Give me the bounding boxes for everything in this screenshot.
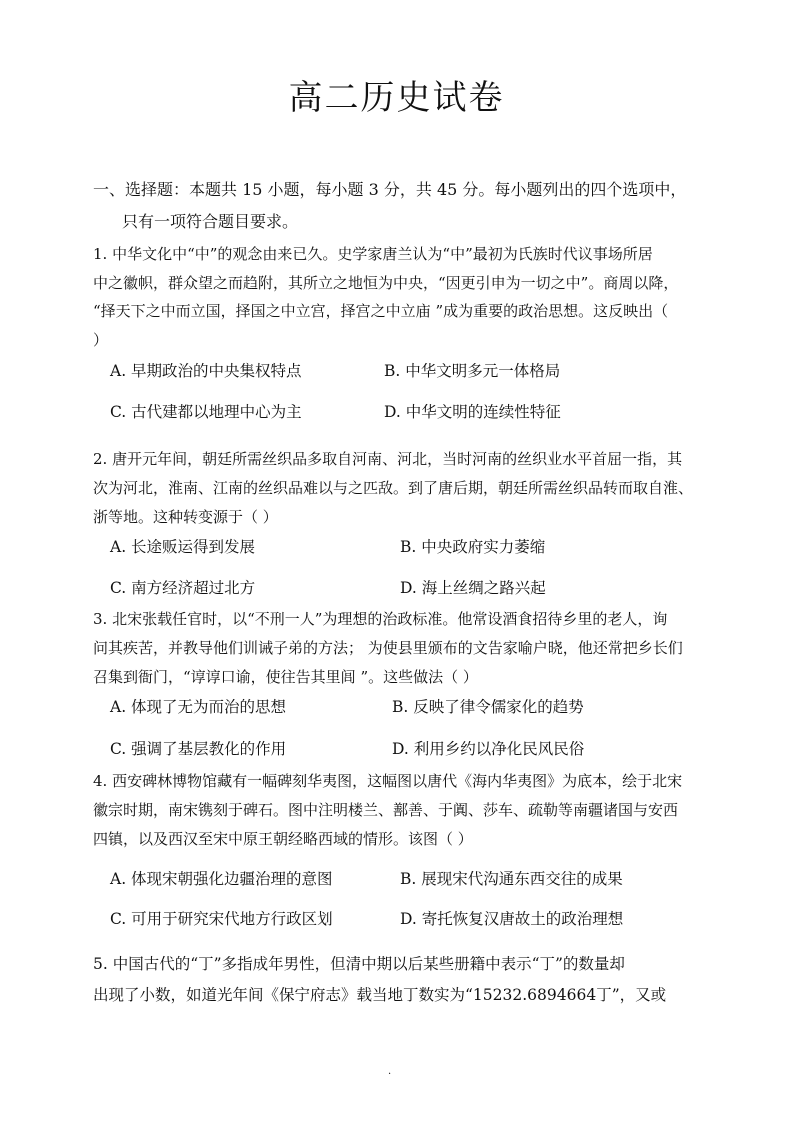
question-3-line-1: 3. 北宋张载任官时，以“不刑一人”为理想的治政标准。他常设酒食招待乡里的老人，询 [93, 610, 668, 628]
question-4-option-d[interactable]: D. 寄托恢复汉唐故土的政治理想 [400, 910, 624, 928]
question-1-option-a[interactable]: A. 早期政治的中央集权特点 [110, 362, 302, 380]
question-3-option-c[interactable]: C. 强调了基层教化的作用 [110, 740, 287, 758]
question-1-line-1: 1. 中华文化中“中”的观念由来已久。史学家唐兰认为“中”最初为氏族时代议事场所居 [93, 245, 653, 263]
question-4-option-b[interactable]: B. 展现宋代沟通东西交往的成果 [400, 870, 623, 888]
question-3-option-a[interactable]: A. 体现了无为而治的思想 [110, 698, 287, 716]
question-4-line-3: 四镇，以及西汉至宋中原王朝经略西域的情形。该图（ ） [93, 830, 473, 848]
question-1-line-3: “择天下之中而立国，择国之中立宫，择宫之中立庙 ”成为重要的政治思想。这反映出（ [93, 302, 669, 320]
page-title: 高二历史试卷 [288, 78, 505, 118]
question-3-option-d[interactable]: D. 利用乡约以净化民风民俗 [392, 740, 585, 758]
question-1-option-c[interactable]: C. 古代建都以地理中心为主 [110, 403, 302, 421]
question-1-option-d[interactable]: D. 中华文明的连续性特征 [384, 403, 561, 421]
question-2-line-2: 次为河北，淮南、江南的丝织品难以与之匹敌。到了唐后期，朝廷所需丝织品转而取自淮、 [93, 479, 694, 497]
question-2-line-1: 2. 唐开元年间，朝廷所需丝织品多取自河南、河北，当时河南的丝织业水平首屈一指，其 [93, 450, 683, 468]
question-5-line-2: 出现了小数，如道光年间《保宁府志》载当地丁数实为“15232.6894664丁”，又或 [93, 986, 667, 1004]
question-3-line-3: 召集到衙门，“谆谆口谕，使往告其里闾 ”。这些做法（ ） [93, 668, 478, 686]
question-2-option-b[interactable]: B. 中央政府实力萎缩 [400, 538, 546, 556]
question-1-line-4: ） [93, 331, 109, 349]
question-3-line-2: 问其疾苦，并教导他们训诫子弟的方法； 为使县里颁布的文告家喻户晓，他还常把乡长们 [93, 639, 683, 657]
footer-mark: . [388, 1066, 392, 1077]
question-2-option-c[interactable]: C. 南方经济超过北方 [110, 579, 256, 597]
question-5-line-1: 5. 中国古代的“丁”多指成年男性，但清中期以后某些册籍中表示“丁”的数量却 [93, 955, 625, 973]
question-1-line-2: 中之徽帜，群众望之而趋附，其所立之地恒为中央，“因更引申为一切之中”。商周以降， [93, 274, 679, 292]
question-4-option-c[interactable]: C. 可用于研究宋代地方行政区划 [110, 910, 333, 928]
question-4-line-2: 徽宗时期，南宋镌刻于碑石。图中注明楼兰、鄯善、于阗、莎车、疏勒等南疆诸国与安西 [93, 801, 679, 819]
question-1-option-b[interactable]: B. 中华文明多元一体格局 [384, 362, 561, 380]
question-4-option-a[interactable]: A. 体现宋朝强化边疆治理的意图 [110, 870, 333, 888]
section-heading-continued: 只有一项符合题目要求。 [122, 212, 299, 231]
section-heading: 一、选择题：本题共 15 小题，每小题 3 分，共 45 分。每小题列出的四个选项中， [93, 180, 687, 199]
question-3-option-b[interactable]: B. 反映了律令儒家化的趋势 [392, 698, 584, 716]
question-4-line-1: 4. 西安碑林博物馆藏有一幅碑刻华夷图，这幅图以唐代《海内华夷图》为底本，绘于北宋 [93, 772, 683, 790]
question-2-line-3: 浙等地。这种转变源于（ ） [93, 508, 278, 526]
question-2-option-a[interactable]: A. 长途贩运得到发展 [110, 538, 256, 556]
question-2-option-d[interactable]: D. 海上丝绸之路兴起 [400, 579, 546, 597]
